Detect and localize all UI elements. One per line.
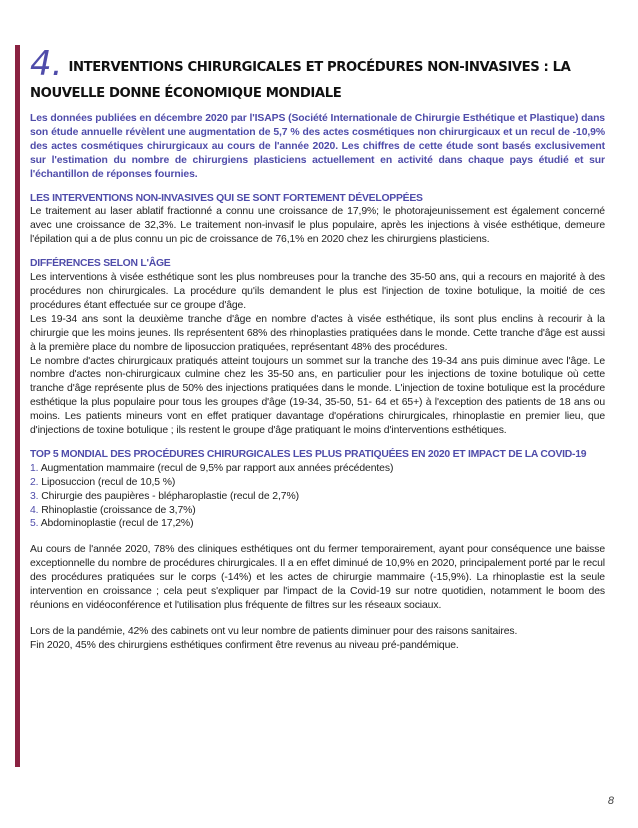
list-item	[30, 504, 605, 518]
subsection-title-top5: TOP 5 MONDIAL DES PROCÉDURES CHIRURGICALES LES PLUS PRATIQUÉES EN 2020 ET IMPACT DE LA COVID-19	[30, 448, 587, 460]
list-item-number: 2.	[30, 476, 39, 488]
paragraph-age-2: Les 19-34 ans sont la deuxième tranche d'âge en nombre d'actes à visée esthétique, ils sont plus enclins à recourir à la chirurgie que les moins jeunes. Ils représentent 68% des rhinoplasties pratiquées dans le monde. Cette tranche d'âge est aussi à la première place du nombre de liposuccion pratiquées, représentant 48% des procédures.	[30, 313, 605, 353]
subsection-title-age: DIFFÉRENCES SELON L'ÂGE	[30, 258, 171, 270]
document-body	[30, 112, 605, 653]
list-item-number: 5.	[30, 518, 39, 530]
list-item-text: Abdominoplastie (recul de 17,2%)	[40, 518, 194, 530]
intro-paragraph: Les données publiées en décembre 2020 par l'ISAPS (Société Internationale de Chirurgie Esthétique et Plastique) dans son étude annuelle révèlent une augmentation de 5,7 % des actes cosmétiques non chirurgicaux et un recul de -10,9% des actes cosmétiques chirurgicaux au cours de l'année 2020. Les chiffres de cette étude sont basés exclusivement sur l'estimation du nombre de chirurgiens plasticiens actuellement en activité dans chaque pays étudié et sur l'échantillon de réponses fournies.	[30, 113, 605, 180]
list-item-number: 3.	[30, 490, 39, 502]
left-accent-bar	[15, 45, 20, 767]
list-item-text: Chirurgie des paupières - blépharoplastie (recul de 2,7%)	[41, 490, 299, 502]
list-item	[30, 476, 605, 490]
page-number: 8	[607, 795, 614, 807]
paragraph-covid-impact: Au cours de l'année 2020, 78% des cliniques esthétiques ont du fermer temporairement, ayant pour conséquence une baisse exceptionnelle du nombre de procédures chirurgicales. Il a en effet diminué de 10,9% en 2020, principalement porté par le recul des procédures pratiquées sur le corps (-14%) et les actes de chirurgie mammaire (-15,9%). La rhinoplastie est la seule intervention en croissance ; cela peut s'expliquer par l'impact de la Covid-19 sur notre quotidien, notamment le boom des réunions en vidéoconférence et l'utilisation plus fréquente de filtres sur les réseaux sociaux.	[30, 544, 605, 611]
top5-list	[30, 462, 605, 532]
section-number: 4.	[30, 44, 63, 84]
section-heading	[30, 44, 615, 104]
paragraph-age-3: Le nombre d'actes chirurgicaux pratiqués atteint toujours un sommet sur la tranche des 19-34 ans puis diminue avec l'âge. Le nombre d'actes non-chirurgicaux culmine chez les 35-50 ans, en particulier pour les injections de toxine botulique où cette tranche d'âge représente plus de 50% des injections pratiquées dans le monde. L'injection de toxine botulique est la procédure esthétique la plus populaire pour tous les groupes d'âge (19-34, 35-50, 51- 64 et 65+) à l'exception des patients de 18 ans ou moins. Les patients mineurs vont en effet pratiquer davantage d'opérations chirurgicales, rhinoplastie en premier lieu, que d'injections de toxine botulique ; ils restent le groupe d'âge pratiquant le moins d'interventions esthétiques.	[30, 355, 605, 437]
list-item	[30, 462, 605, 476]
list-item-text: Augmentation mammaire (recul de 9,5% par rapport aux années précédentes)	[40, 462, 394, 474]
list-item-text: Rhinoplastie (croissance de 3,7%)	[41, 504, 196, 516]
list-item-text: Liposuccion (recul de 10,5 %)	[41, 476, 176, 488]
list-item	[30, 517, 605, 531]
paragraph-non-invasive: Le traitement au laser ablatif fractionné a connu une croissance de 17,9%; le photorajeunissement est également concerné avec une croissance de 32,3%. Le traitement non-invasif le plus populaire, après les injections à visée esthétique, demeure l'épilation qui a de plus connu un pic de croissance de 76,1% en 2020 chez les chirurgiens plasticiens.	[30, 206, 605, 246]
paragraph-pre-pandemic: Fin 2020, 45% des chirurgiens esthétiques confirment être revenus au niveau pré-pandémique.	[30, 639, 459, 651]
paragraph-pandemic-patients: Lors de la pandémie, 42% des cabinets ont vu leur nombre de patients diminuer pour des raisons sanitaires.	[30, 625, 518, 637]
list-item	[30, 490, 605, 504]
paragraph-age-1: Les interventions à visée esthétique sont les plus nombreuses pour la tranche des 35-50 ans, qui a recours en majorité à des procédures non chirurgicales. La procédure qu'ils demandent le plus est l'injection de toxine botulique, la moitié de ces procédures étant effectuée sur ce groupe d'âge.	[30, 272, 605, 311]
list-item-number: 1.	[30, 462, 39, 474]
list-item-number: 4.	[30, 504, 39, 516]
section-title: INTERVENTIONS CHIRURGICALES ET PROCÉDURES NON-INVASIVES : LA NOUVELLE DONNE ÉCONOMIQUE MONDIALE	[30, 60, 571, 101]
subsection-title-non-invasive: LES INTERVENTIONS NON-INVASIVES QUI SE SONT FORTEMENT DÉVELOPPÉES	[30, 192, 423, 204]
